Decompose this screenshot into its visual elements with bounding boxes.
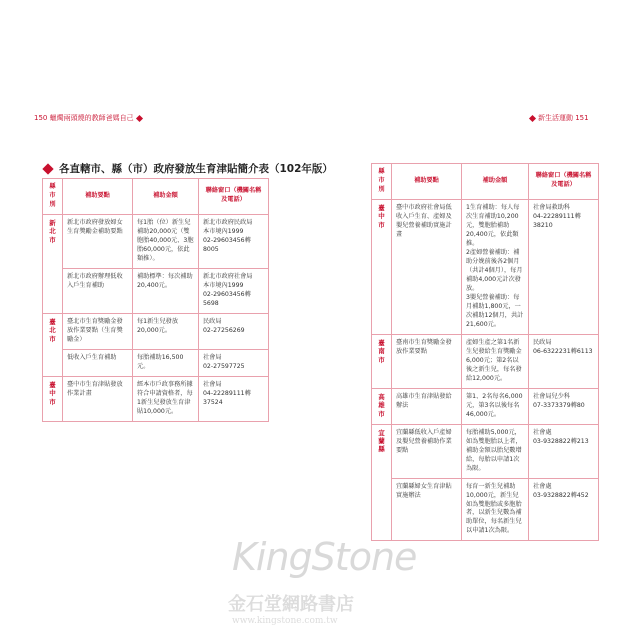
page-title (44, 161, 333, 176)
county-cell: 高雄市 (372, 388, 392, 424)
county-cell: 臺中市 (372, 199, 392, 334)
item-cell: 臺中市政府社會局低收入戶生育、產婦及嬰兒營養補助實施計畫 (392, 199, 462, 334)
item-cell: 臺中市生育津貼發放作業計畫 (63, 376, 133, 421)
contact-cell: 社會局救助科 04-22289111轉38210 (529, 199, 599, 334)
table-row (372, 424, 599, 478)
diamond-icon (42, 163, 53, 174)
table-row (43, 214, 269, 268)
amount-cell: 經本市戶政事務所據符合申請資格者，每1新生兒發放生育津貼10,000元。 (133, 376, 199, 421)
county-cell: 臺中市 (43, 376, 63, 421)
diamond-icon (529, 114, 536, 121)
amount-cell: 每1新生兒發放20,000元。 (133, 313, 199, 349)
amount-cell: 補助標準：每次補助20,400元。 (133, 268, 199, 313)
item-cell: 新北市政府辦理低收入戶生育補助 (63, 268, 133, 313)
county-cell: 臺北市 (43, 313, 63, 376)
header-item: 補助要點 (392, 164, 462, 200)
table-body-right (372, 199, 599, 540)
table-row (43, 349, 269, 376)
contact-cell: 社會局 04-22289111轉37524 (199, 376, 269, 421)
page-header-right (530, 113, 589, 123)
amount-cell: 第1、2名每名6,000元，第3名以後每名46,000元。 (462, 388, 529, 424)
item-cell: 低收入戶生育補助 (63, 349, 133, 376)
page-number-left: 150 蠟燭兩頭燒的教師爸媽自己 (34, 114, 134, 122)
contact-cell: 新北市政府民政局 本市境內1999 02-29603456轉8005 (199, 214, 269, 268)
watermark-chinese: 金石堂網路書店 (228, 594, 354, 615)
contact-cell: 社會局兒少科 07-3373379轉80 (529, 388, 599, 424)
amount-cell: 每育一新生兒補助10,000元，新生兒如為雙胞胎或多胞胎者，以新生兒數為補助單位，每名新生兒以申請1次為限。 (462, 478, 529, 541)
table-row (43, 313, 269, 349)
contact-cell: 民政局 02-27256269 (199, 313, 269, 349)
header-contact: 聯絡窗口（機關名稱及電話） (529, 164, 599, 200)
header-amount: 補助金額 (133, 179, 199, 215)
contact-cell: 社會處 03-9328822轉452 (529, 478, 599, 541)
watermark-url: www.kingstone.com.tw (232, 616, 338, 626)
subsidy-table-right (371, 163, 599, 541)
header-contact: 聯絡窗口（機關名稱及電話） (199, 179, 269, 215)
table-header-row (43, 179, 269, 215)
item-cell: 宜蘭縣婦女生育津貼實施辦法 (392, 478, 462, 541)
contact-cell: 新北市政府社會局 本市境內1999 02-29603456轉5698 (199, 268, 269, 313)
table-row (43, 376, 269, 421)
contact-cell: 社會局 02-27597725 (199, 349, 269, 376)
item-cell: 臺北市生育獎勵金發放作業要點（生育獎勵金） (63, 313, 133, 349)
table-header-row (372, 164, 599, 200)
county-cell: 宜蘭縣 (372, 424, 392, 541)
table-row (372, 334, 599, 388)
amount-cell: 每胎補助16,500元。 (133, 349, 199, 376)
header-amount: 補助金額 (462, 164, 529, 200)
amount-cell: 每胎補助5,000元，如為雙胞胎以上者，補助金額以胎兒數增給，每胎以申請1次為限。 (462, 424, 529, 478)
subsidy-table-left (42, 178, 269, 422)
item-cell: 宜蘭縣低收入戶產婦及嬰兒營養補助作業要點 (392, 424, 462, 478)
county-cell: 新北市 (43, 214, 63, 313)
amount-cell: 每1胎（位）新生兒補助20,000元（雙胞胎40,000元、3胞胎60,000元，依此類推）。 (133, 214, 199, 268)
table-row (372, 388, 599, 424)
header-county: 縣市別 (43, 179, 63, 215)
amount-cell: 1生育補助：每人每次生育補助10,200元，雙胞胎補助20,400元，依此類推。 2產婦營養補助：補助分娩前後各2個月（共計4個月），每月補助4,000元計次發放。 3嬰兒營養補助：每月補助1,800元，一次補助12個月，共計21,600元。 (462, 199, 529, 334)
amount-cell: 產婦生產之第1名新生兒發給生育獎勵金6,000元；第2名以後之新生兒，每名發給12,000元。 (462, 334, 529, 388)
header-item: 補助要點 (63, 179, 133, 215)
watermark-brand: KingStone (232, 535, 417, 579)
page-title-text: 各直轄市、縣（市）政府發放生育津貼簡介表（102年版） (59, 163, 333, 175)
contact-cell: 民政局 06-6322231轉6113 (529, 334, 599, 388)
contact-cell: 社會處 03-9328822轉213 (529, 424, 599, 478)
page-number-right: 新生活運動 151 (538, 114, 589, 122)
page-header-left (34, 113, 142, 123)
table-row (372, 478, 599, 541)
diamond-icon (136, 114, 143, 121)
item-cell: 臺南市生育獎勵金發放作業要點 (392, 334, 462, 388)
table-row (372, 199, 599, 334)
item-cell: 新北市政府發放婦女生育獎勵金補助要點 (63, 214, 133, 268)
item-cell: 高雄市生育津貼發給辦法 (392, 388, 462, 424)
table-row (43, 268, 269, 313)
header-county: 縣市別 (372, 164, 392, 200)
county-cell: 臺南市 (372, 334, 392, 388)
table-body-left (43, 214, 269, 421)
